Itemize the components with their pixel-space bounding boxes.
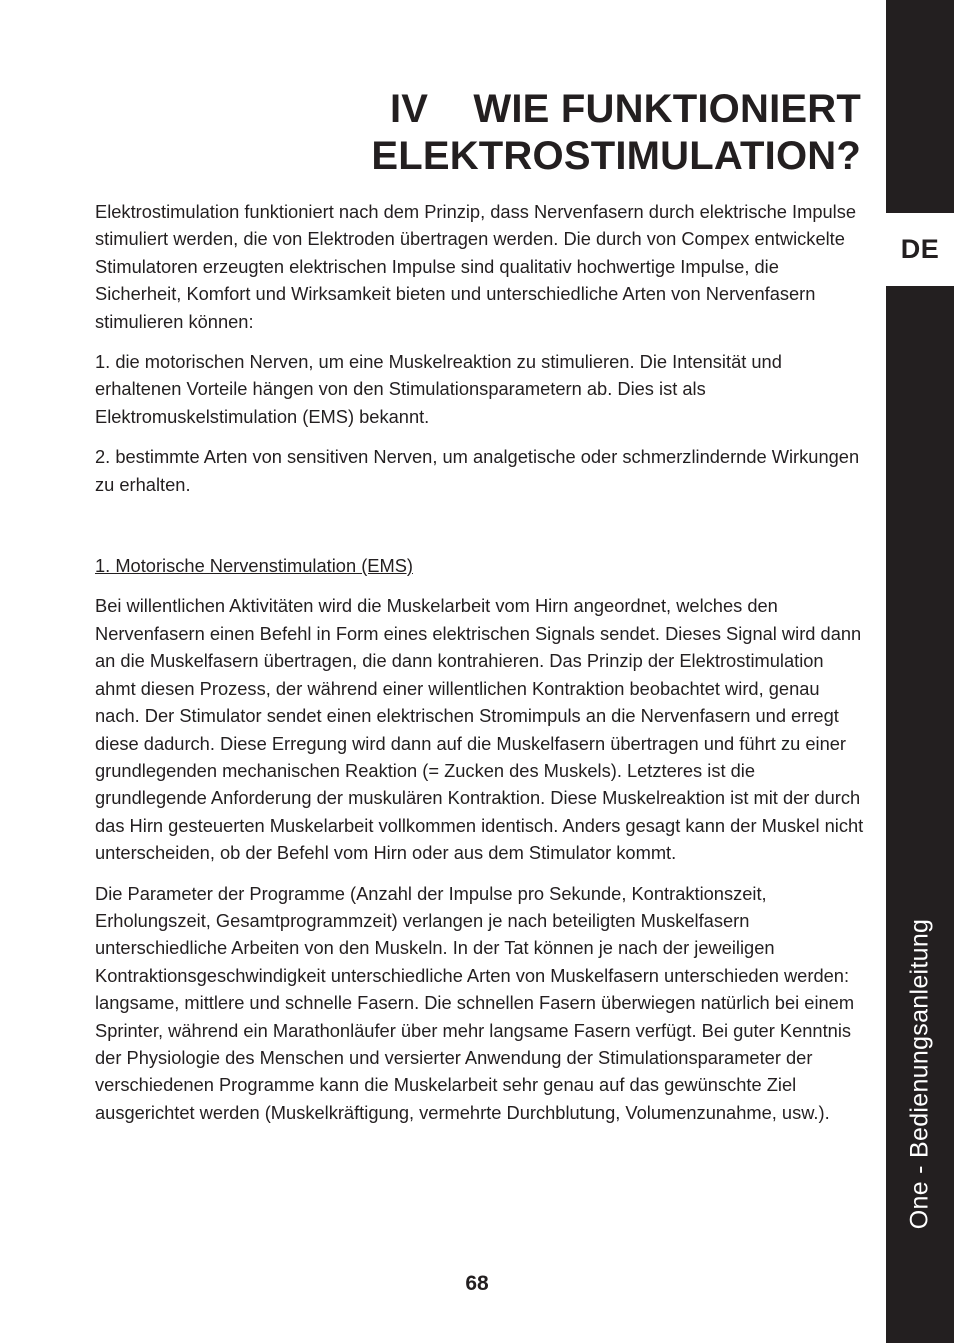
language-tab: DE xyxy=(886,213,954,286)
body-paragraph-1: Bei willentlichen Aktivitäten wird die Muskelarbeit vom Hirn angeordnet, welches den Nervenfasern einen Befehl in Form eines elektrischen Signals sendet. Dieses Signal wird dann an die Muskelfasern übertragen, die dann kontrahieren. Das Prinzip der Elektrostimulation ahmt diesen Prozess, der während einer willentlichen Kontraktion beobachtet wird, genau nach. Der Stimulator sendet einen elektrischen Stromimpuls an die Nervenfasern und erregt diese dadurch. Diese Erregung wird dann auf die Muskelfasern übertragen und führt zu einer grundlegenden mechanischen Reaktion (= Zucken des Muskels). Letzteres ist die grundlegende Anforderung der muskulären Kontraktion. Diese Muskelreaktion ist mit der durch das Hirn gesteuerten Muskelarbeit vollkommen identisch. Anders gesagt kann der Muskel nicht unterscheiden, ob der Befehl vom Hirn oder aus dem Stimulator kommt. xyxy=(95,595,864,864)
section-heading: 1. Motorische Nervenstimulation (EMS) xyxy=(95,555,413,577)
main-content xyxy=(95,198,865,1139)
page-title xyxy=(371,86,861,180)
list-item-sensitive-nerves: 2. bestimmte Arten von sensitiven Nerven, um analgetische oder schmerzlindernde Wirkungen zu erhalten. xyxy=(95,446,860,495)
list-item-motor-nerves: 1. die motorischen Nerven, um eine Muskelreaktion zu stimulieren. Die Intensität und erhaltenen Vorteile hängen von den Stimulationsparametern ab. Dies ist als Elektromuskelstimulation (EMS) bekannt. xyxy=(95,351,782,427)
page-title-line-2: ELEKTROSTIMULATION? xyxy=(371,134,861,178)
manual-label-vertical: One - Bedienungsanleitung xyxy=(905,918,934,1230)
page-number: 68 xyxy=(465,1272,489,1295)
intro-paragraph: Elektrostimulation funktioniert nach dem Prinzip, dass Nervenfasern durch elektrische Impulse stimuliert werden, die von Elektroden übertragen werden. Die durch von Compex entwickelte Stimulatoren erzeugten elektrischen Impulse sind qualitativ hochwertige Impulse, die Sicherheit, Komfort und Wirksamkeit bieten und unterschiedliche Arten von Nervenfasern stimulieren können: xyxy=(95,201,857,332)
page-title-line-1: IV WIE FUNKTIONIERT xyxy=(389,87,861,131)
body-paragraph-2: Die Parameter der Programme (Anzahl der Impulse pro Sekunde, Kontraktionszeit, Erholungszeit, Gesamtprogrammzeit) verlangen je nach beteiligten Muskelfasern unterschiedliche Arbeiten von den Muskeln. In der Tat können je nach der jeweiligen Kontraktionsgeschwindigkeit unterschiedliche Arten von Muskelfasern unterschieden werden: langsame, mittlere und schnelle Fasern. Die schnellen Fasern überwiegen natürlich bei einem Sprinter, während ein Marathonläufer über mehr langsame Fasern verfügt. Bei guter Kenntnis der Physiologie des Menschen und versierter Anwendung der Stimulationsparameter der verschiedenen Programme kann die Muskelarbeit sehr genau auf das gewünschte Ziel ausgerichtet werden (Muskelkräftigung, vermehrte Durchblutung, Volumenzunahme, usw.). xyxy=(95,882,855,1123)
